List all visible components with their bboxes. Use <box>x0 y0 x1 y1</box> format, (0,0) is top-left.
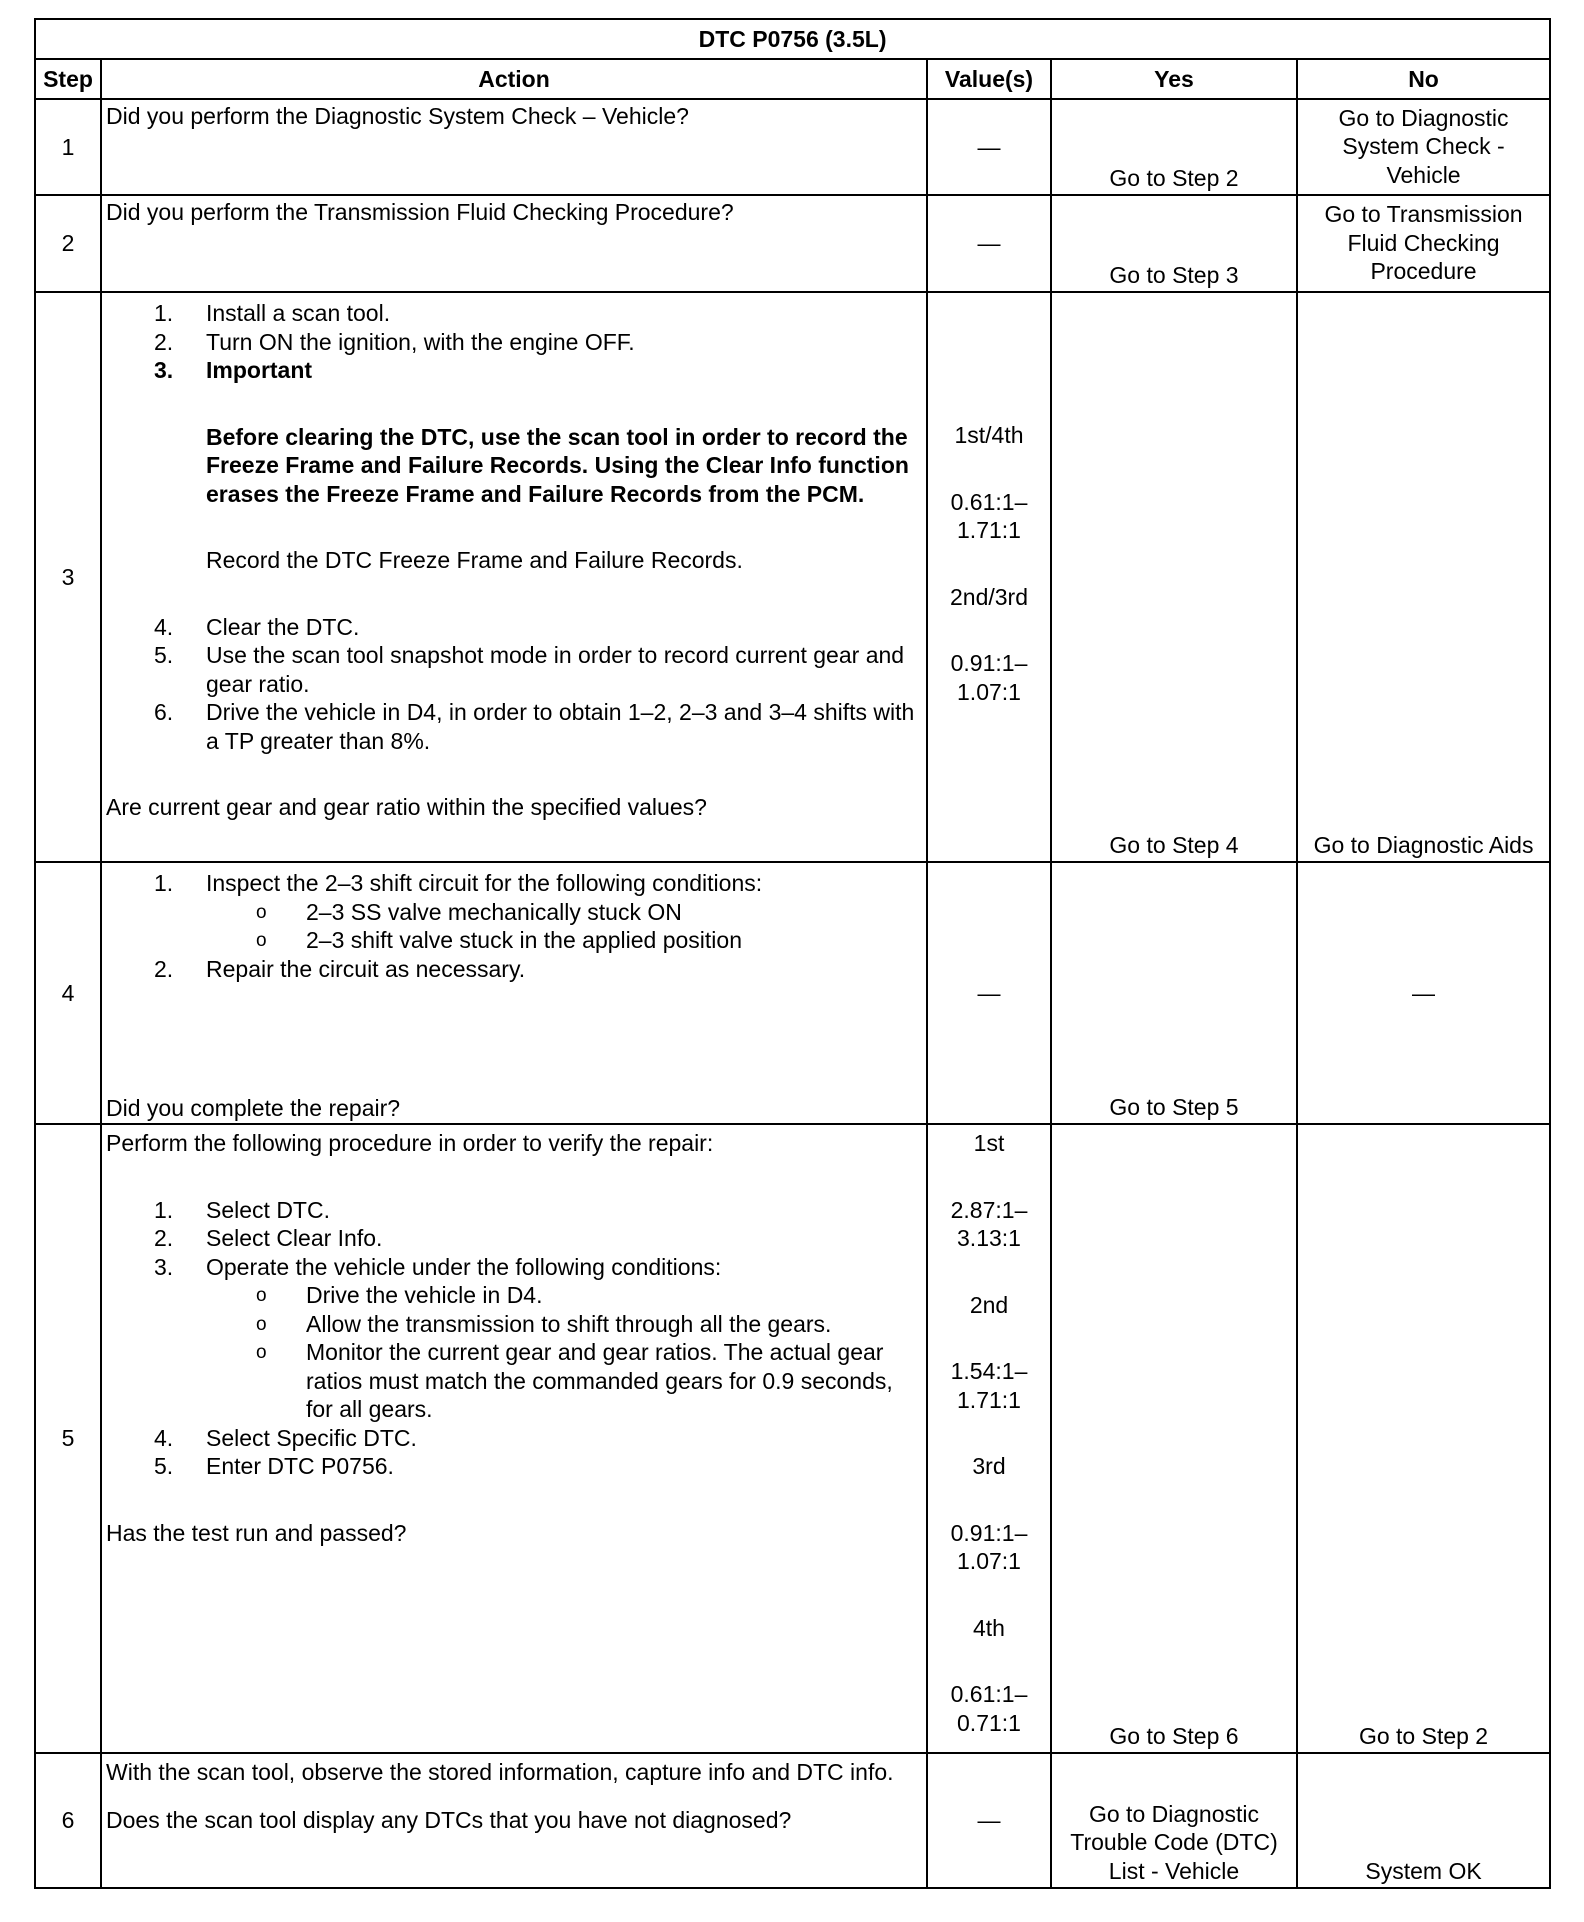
table-row-step-2 <box>35 195 1550 292</box>
diagnostic-table-sheet <box>34 18 1549 1889</box>
sub-list-item: o 2–3 shift valve stuck in the applied position <box>256 927 742 953</box>
intro-text: With the scan tool, observe the stored information, capture info and DTC info. <box>106 1759 894 1785</box>
step-number: 4 <box>35 862 101 1124</box>
yes-line: Trouble Code (DTC) <box>1070 1829 1278 1855</box>
list-item: 4. Clear the DTC. <box>154 613 360 640</box>
yes-link[interactable]: Go to Step 3 <box>1051 195 1297 292</box>
list-item: 2. Select Clear Info. <box>154 1225 383 1251</box>
record-note: Record the DTC Freeze Frame and Failure Records. <box>206 547 743 573</box>
yes-link[interactable]: Go to Step 4 <box>1051 292 1297 862</box>
question-text: Are current gear and gear ratio within the specified values? <box>106 794 707 820</box>
table-row-step-5 <box>35 1124 1550 1753</box>
no-line: Procedure <box>1370 258 1477 285</box>
step-number: 1 <box>35 99 101 195</box>
value-cell: — <box>927 1753 1051 1888</box>
important-note: Before clearing the DTC, use the scan tool in order to record the Freeze Frame and Failure Records. Using the Clear Info function erases the Freeze Frame and Failure Records from the PCM. <box>206 423 909 507</box>
yes-link[interactable]: Go to Step 6 <box>1051 1124 1297 1753</box>
table-row-step-4 <box>35 862 1550 1124</box>
header-row <box>35 59 1550 99</box>
no-line: Vehicle <box>1386 161 1461 188</box>
action-cell <box>101 292 927 862</box>
value-cell: — <box>927 195 1051 292</box>
list-item: 1. Install a scan tool. <box>154 300 391 326</box>
header-action: Action <box>101 59 927 99</box>
question-text: Does the scan tool display any DTCs that you have not diagnosed? <box>106 1806 792 1833</box>
header-values: Value(s) <box>927 59 1051 99</box>
step-number: 6 <box>35 1753 101 1888</box>
list-item: 4. Select Specific DTC. <box>154 1424 417 1451</box>
list-item: 1. Select DTC. <box>154 1196 330 1223</box>
value-line: 1.07:1 <box>957 1548 1021 1574</box>
no-link[interactable] <box>1297 99 1550 195</box>
no-line: System Check - <box>1342 133 1505 160</box>
list-item: 2. Repair the circuit as necessary. <box>154 955 526 982</box>
value-line: 0.61:1– <box>950 1681 1028 1707</box>
header-yes: Yes <box>1051 59 1297 99</box>
value-line: 2nd <box>969 1291 1009 1318</box>
question-text: Has the test run and passed? <box>106 1519 407 1546</box>
step-number: 3 <box>35 292 101 862</box>
list-item-important: 3. Important <box>154 357 313 383</box>
value-line: 1.71:1 <box>957 1386 1021 1413</box>
action-cell <box>101 195 927 292</box>
list-item: 1. Inspect the 2–3 shift circuit for the following conditions: <box>154 870 763 896</box>
question-text: Did you complete the repair? <box>106 1094 401 1121</box>
value-line: 0.91:1– <box>950 650 1028 676</box>
header-step: Step <box>35 59 101 99</box>
question-text: Did you perform the Diagnostic System Check – Vehicle? <box>106 103 689 129</box>
no-line: Fluid Checking <box>1347 229 1500 256</box>
list-item: 5. Use the scan tool snapshot mode in order to record current gear and gear ratio. <box>154 642 905 697</box>
step-number: 2 <box>35 195 101 292</box>
value-line: 1st/4th <box>954 422 1024 448</box>
no-line: Go to Transmission <box>1324 201 1523 228</box>
table-row-step-6 <box>35 1753 1550 1888</box>
value-line: 1st <box>973 1130 1005 1156</box>
value-line: 2nd/3rd <box>949 583 1028 610</box>
intro-text: Perform the following procedure in order to verify the repair: <box>106 1130 714 1156</box>
sub-list-item: o Allow the transmission to shift through all the gears. <box>256 1310 832 1337</box>
table-title: DTC P0756 (3.5L) <box>35 19 1550 59</box>
value-cell <box>927 292 1051 862</box>
sub-list-item: o Drive the vehicle in D4. <box>256 1282 543 1308</box>
value-line: 3rd <box>972 1453 1006 1479</box>
action-cell <box>101 862 927 1124</box>
list-item: 3. Operate the vehicle under the following conditions: <box>154 1253 722 1280</box>
yes-link[interactable] <box>1051 1753 1297 1888</box>
value-cell: — <box>927 99 1051 195</box>
value-line: 1.54:1– <box>950 1358 1028 1384</box>
no-cell: System OK <box>1297 1753 1550 1888</box>
yes-line: Go to Diagnostic <box>1088 1800 1260 1827</box>
no-cell: — <box>1297 862 1550 1124</box>
list-item: 6. Drive the vehicle in D4, in order to obtain 1–2, 2–3 and 3–4 shifts with a TP greater than 8%. <box>154 699 915 754</box>
value-line: 1.07:1 <box>957 678 1021 705</box>
value-line: 0.61:1– <box>950 488 1028 515</box>
list-item: 2. Turn ON the ignition, with the engine OFF. <box>154 328 635 355</box>
value-line: 1.71:1 <box>957 517 1021 543</box>
step-number: 5 <box>35 1124 101 1753</box>
yes-link[interactable]: Go to Step 5 <box>1051 862 1297 1124</box>
action-cell <box>101 1753 927 1888</box>
no-link[interactable] <box>1297 195 1550 292</box>
value-line: 2.87:1– <box>950 1196 1028 1223</box>
value-cell: — <box>927 862 1051 1124</box>
action-cell <box>101 1124 927 1753</box>
table-row-step-1 <box>35 99 1550 195</box>
yes-line: List - Vehicle <box>1108 1857 1240 1884</box>
table-row-step-3 <box>35 292 1550 862</box>
list-item: 5. Enter DTC P0756. <box>154 1453 394 1479</box>
no-link[interactable]: Go to Diagnostic Aids <box>1297 292 1550 862</box>
value-line: 0.91:1– <box>950 1519 1028 1546</box>
sub-list-item: o 2–3 SS valve mechanically stuck ON <box>256 898 682 925</box>
no-line: Go to Diagnostic <box>1338 104 1509 131</box>
sub-list-item: o Monitor the current gear and gear ratios. The actual gear ratios must match the commanded gears for 0.9 seconds, for all gears. <box>256 1339 893 1422</box>
header-no: No <box>1297 59 1550 99</box>
value-cell <box>927 1124 1051 1753</box>
yes-link[interactable]: Go to Step 2 <box>1051 99 1297 195</box>
question-text: Did you perform the Transmission Fluid Checking Procedure? <box>106 199 734 225</box>
value-line: 4th <box>973 1614 1005 1641</box>
dtc-diagnostic-table <box>34 18 1551 1889</box>
value-line: 0.71:1 <box>957 1709 1021 1736</box>
value-line: 3.13:1 <box>957 1225 1021 1251</box>
no-link[interactable]: Go to Step 2 <box>1297 1124 1550 1753</box>
action-cell <box>101 99 927 195</box>
